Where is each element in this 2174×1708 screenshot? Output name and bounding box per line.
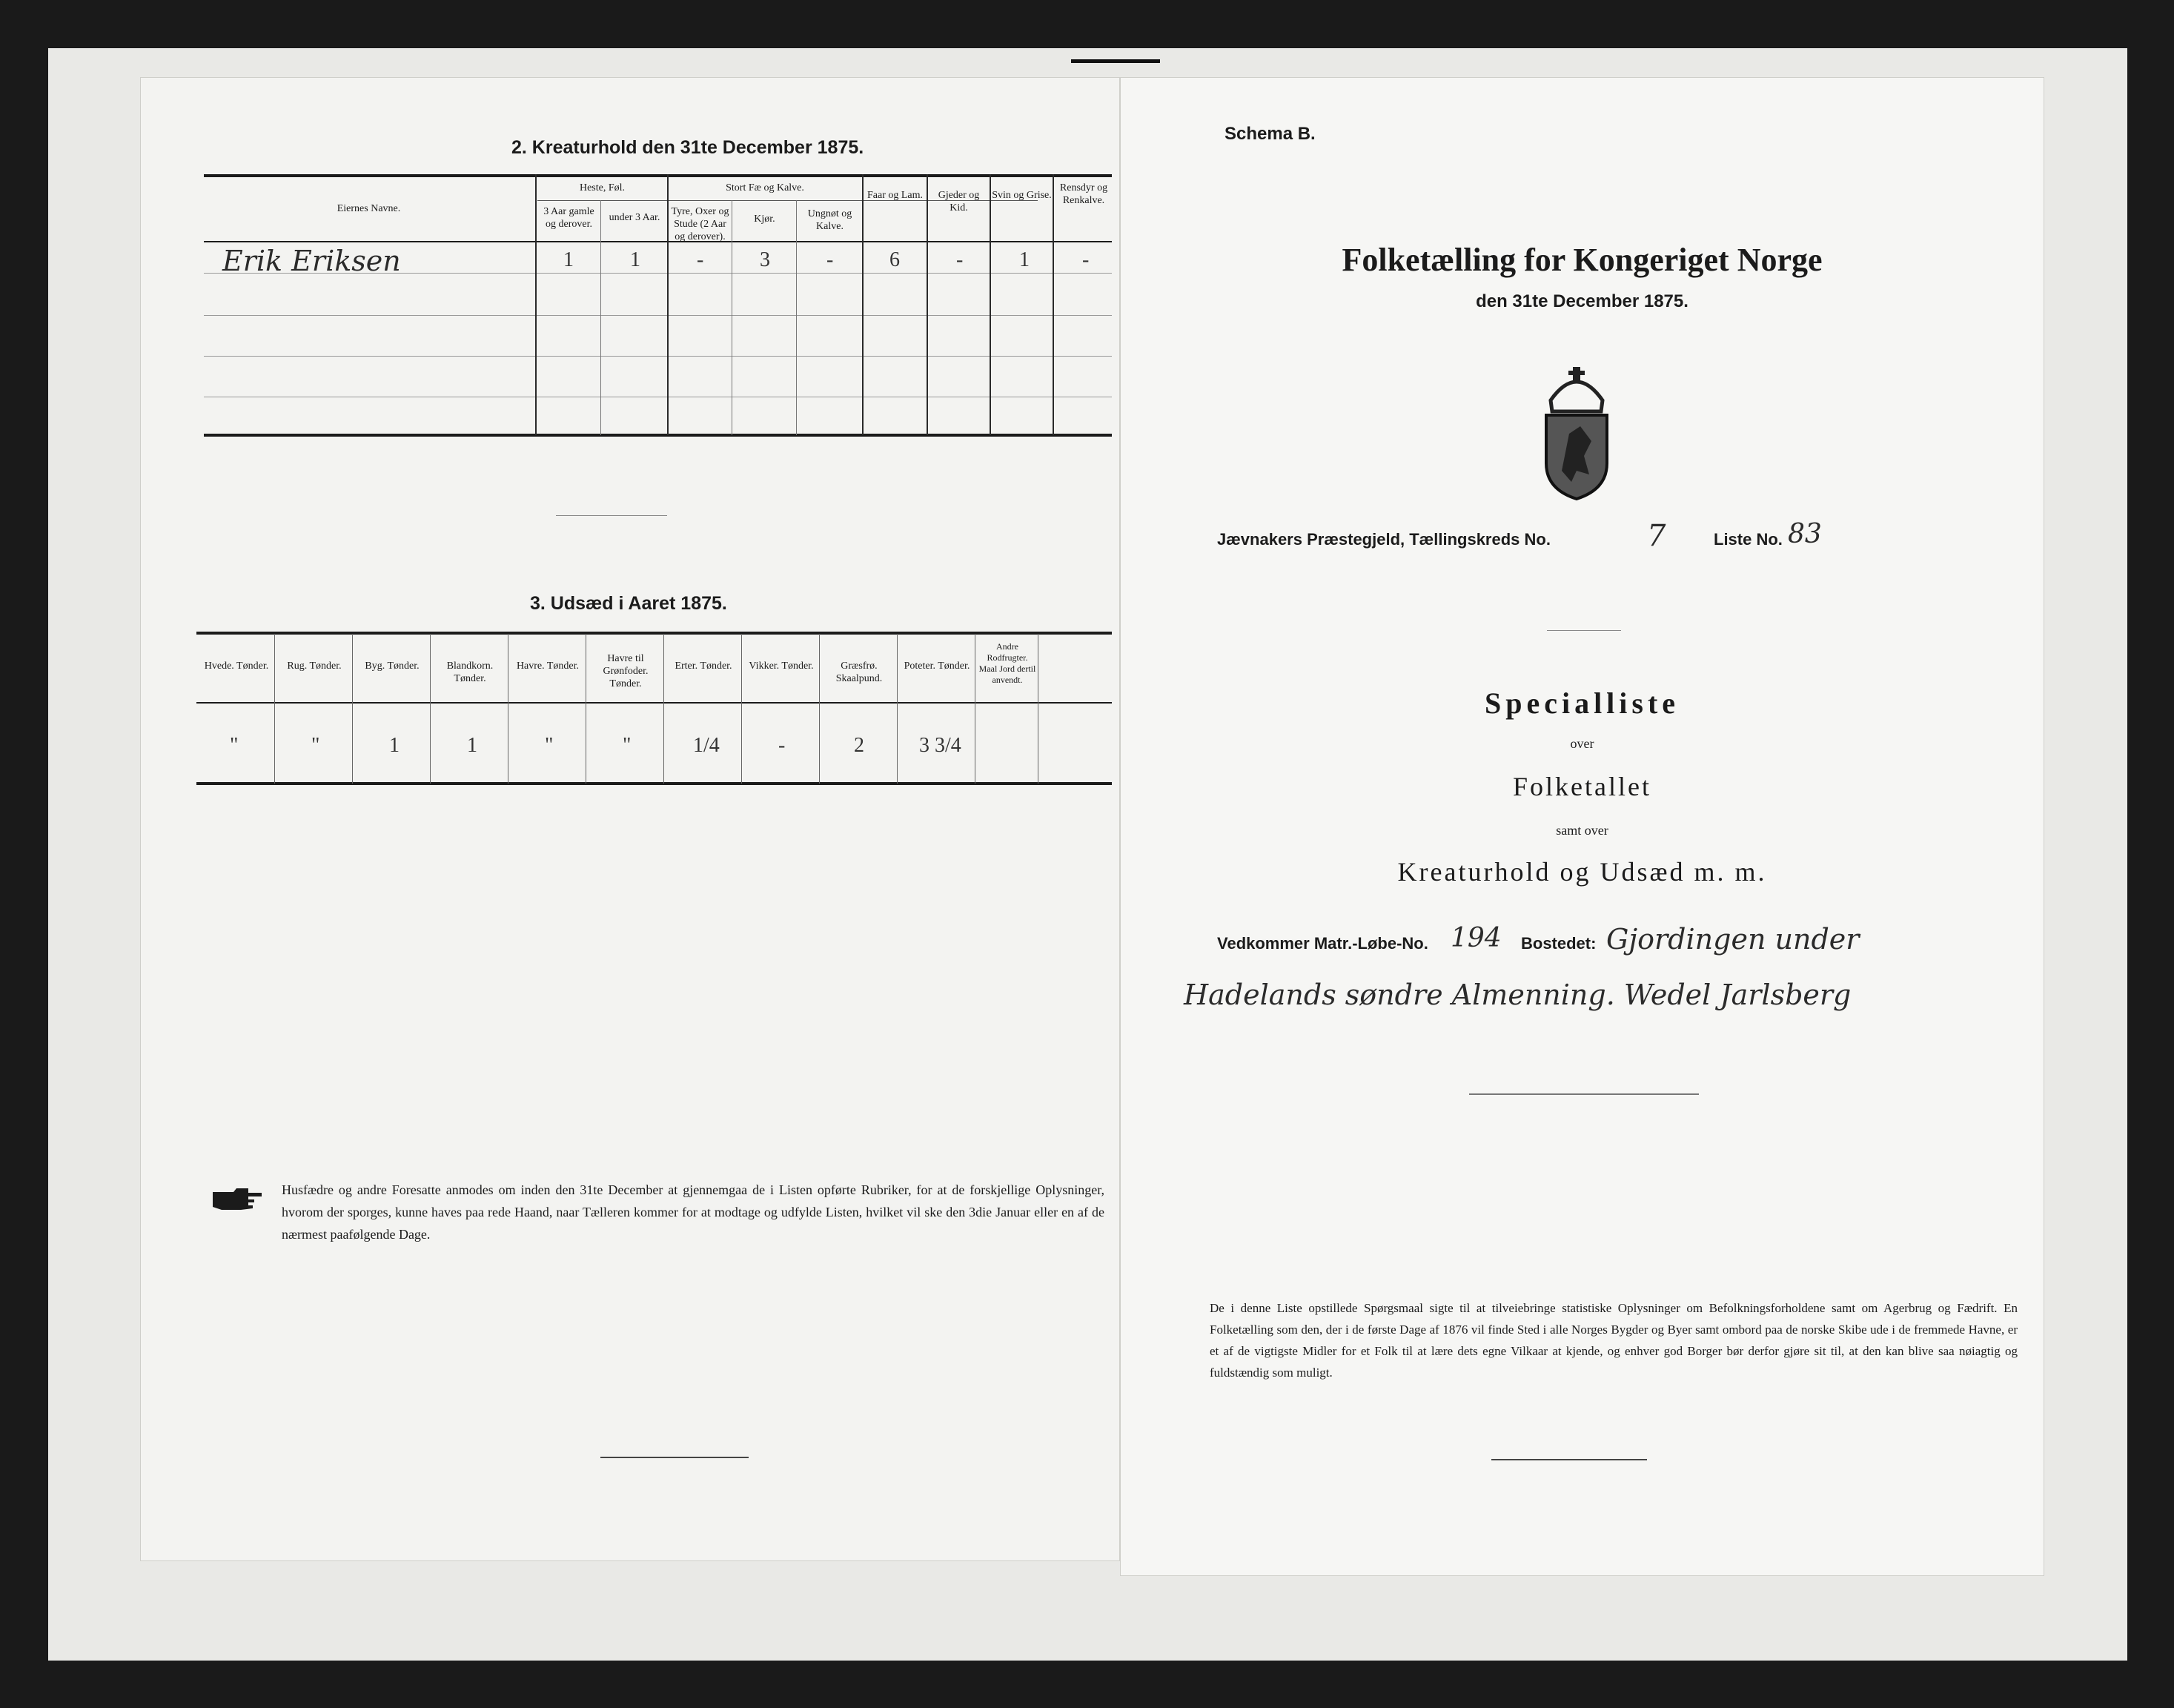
cell-value: 1 <box>630 248 640 271</box>
divider <box>600 1457 749 1458</box>
cell-value: - <box>697 248 704 271</box>
notice-text: Husfædre og andre Foresatte anmodes om inden den 31te December at gjennemgaa de i Listen opførte Rubriker, for at de forskjellige Oplysninger, hvorom der sporges, kunne haves paa rede Haand, naar Tælleren kommer for at modtage og udfylde Listen, hvilket vil ske den 3die Januar eller en af de nærmest paafølgende Dage. <box>282 1182 1104 1242</box>
col-faar: Faar og Lam. <box>866 190 924 201</box>
parish-label: Jævnakers Præstegjeld, Tællingskreds No. <box>1217 530 1551 549</box>
cattle-header: Stort Fæ og Kalve. <box>726 182 804 193</box>
col-byg: Byg. Tønder. <box>365 661 420 672</box>
col-tyre: Tyre, Oxer og Stude (2 Aar og derover). <box>671 206 729 242</box>
cell-value: 3 <box>760 248 770 271</box>
cell-value: - <box>826 248 834 271</box>
pointing-hand-icon <box>211 1186 263 1217</box>
top-mark <box>1071 59 1160 63</box>
subtitle: den 31te December 1875. <box>1476 291 1689 311</box>
bosted-line1: Gjordingen under <box>1606 923 1860 956</box>
kreaturhold-heading: Kreaturhold og Udsæd m. m. <box>1397 857 1767 887</box>
cell-value: - <box>778 734 786 757</box>
col-vikker: Vikker. Tønder. <box>749 661 814 672</box>
section3-title: 3. Udsæd i Aaret 1875. <box>530 593 727 614</box>
col-erter: Erter. Tønder. <box>675 661 732 672</box>
cell-value: 1 <box>1019 248 1030 271</box>
cell-value: - <box>956 248 964 271</box>
cell-value: " <box>311 734 320 757</box>
coat-of-arms-icon <box>1536 360 1617 504</box>
explanation-note: De i denne Liste opstillede Spørgsmaal sigte til at tilveiebringe statistiske Oplysninger om Befolkningsforholdene samt om Agerbrug og Fædrift. En Folketælling som den, der i de første Dage af 1876 vil finde Sted i alle Norges Bygder og Byer samt ombord paa de norske Skibe ude i de fremmede Havne, er et af de vigtigste Midler for et Folk til at lære dets egne Vilkaar at kjende, og enhver god Borger bør derfor gjøre sit til, at den kan blive saa nøiagtig og fuldstændig som muligt. <box>1210 1301 2018 1380</box>
over-text: over <box>1570 736 1594 751</box>
divider <box>1547 630 1621 631</box>
col-rug: Rug. Tønder. <box>287 661 342 672</box>
col-havre-gronfoder: Havre til Grønfoder. Tønder. <box>603 653 649 689</box>
left-page <box>141 78 1119 1560</box>
specialliste-heading: Specialliste <box>1484 686 1680 720</box>
col-svin: Svin og Grise. <box>992 190 1052 201</box>
owner-name: Erik Eriksen <box>222 245 401 277</box>
cell-value: 2 <box>854 734 864 757</box>
col-havre: Havre. Tønder. <box>516 661 580 672</box>
folketallet-heading: Folketallet <box>1513 772 1651 801</box>
schema-label: Schema B. <box>1224 124 1316 144</box>
owner-header: Eiernes Navne. <box>337 203 401 214</box>
cell-value: " <box>545 734 554 757</box>
horses-header: Heste, Føl. <box>579 182 626 193</box>
main-title: Folketælling for Kongeriget Norge <box>1342 242 1823 278</box>
col-3-aar: 3 Aar gamle og derover. <box>543 206 594 230</box>
cell-value: " <box>623 734 632 757</box>
liste-label: Liste No. <box>1714 530 1783 549</box>
col-ungnot: Ungnøt og Kalve. <box>807 208 852 232</box>
divider <box>1491 1459 1647 1460</box>
col-andre: Andre Rodfrugter. Maal Jord dertil anvendt. <box>978 641 1036 685</box>
liste-number: 83 <box>1788 519 1822 549</box>
section2-title: 2. Kreaturhold den 31te December 1875. <box>511 137 864 158</box>
col-gjeder: Gjeder og Kid. <box>938 190 980 214</box>
cell-value: 1 <box>467 734 477 757</box>
bosted-line2: Hadelands søndre Almenning. Wedel Jarlsberg <box>1184 979 1852 1011</box>
matr-number: 194 <box>1451 923 1502 953</box>
cell-value: 1 <box>389 734 400 757</box>
right-page <box>1121 78 2044 1575</box>
bosted-label: Bostedet: <box>1521 934 1597 953</box>
matr-label: Vedkommer Matr.-Løbe-No. <box>1217 934 1428 953</box>
kreds-number: 7 <box>1647 519 1666 553</box>
samt-over-text: samt over <box>1556 823 1608 838</box>
cell-value: 1 <box>563 248 574 271</box>
col-graesfro: Græsfrø. Skaalpund. <box>835 661 883 684</box>
col-hvede: Hvede. Tønder. <box>204 661 269 672</box>
col-rensdyr: Rensdyr og Renkalve. <box>1059 182 1108 206</box>
cell-value: 3 3/4 <box>919 734 961 757</box>
cell-value: 6 <box>889 248 900 271</box>
col-kjor: Kjør. <box>754 214 775 225</box>
col-poteter: Poteter. Tønder. <box>904 661 970 672</box>
cell-value: - <box>1082 248 1090 271</box>
divider <box>1469 1093 1699 1095</box>
col-under-3-aar: under 3 Aar. <box>609 212 660 223</box>
cell-value: " <box>230 734 239 757</box>
cell-value: 1/4 <box>693 734 720 757</box>
col-blandkorn: Blandkorn. Tønder. <box>446 661 494 684</box>
divider <box>556 515 667 516</box>
